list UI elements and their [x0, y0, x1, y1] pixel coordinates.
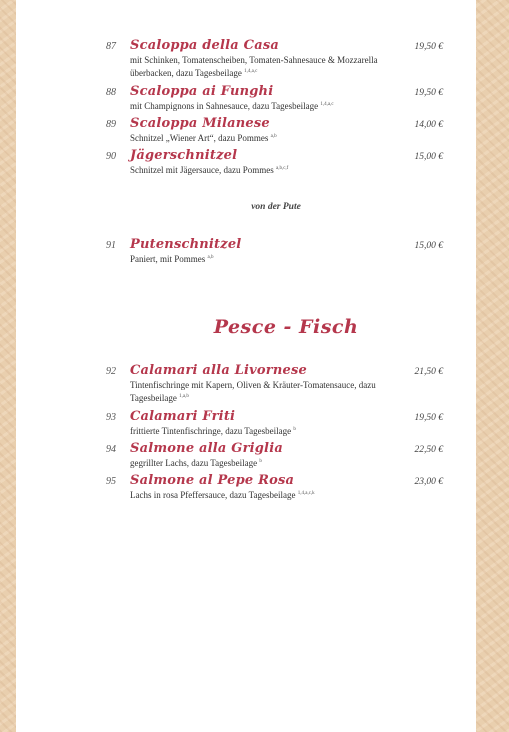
item-price: 19,50 € [414, 42, 443, 52]
item-price: 15,00 € [414, 152, 443, 162]
item-name: Calamari Friti [130, 409, 236, 424]
item-name: Salmone alla Griglia [130, 441, 283, 456]
item-price: 19,50 € [414, 88, 443, 98]
item-description: frittierte Tintenfischringe, dazu Tagesbeilage $^b$ [130, 426, 296, 436]
menu-page [16, 0, 476, 732]
item-number: 92 [106, 366, 116, 377]
item-description: mit Schinken, Tomatenscheiben, Tomaten-Sahnesauce & Mozzarella überbacken, dazu Tagesbeilage $^{1,4,a,c}$ [130, 55, 378, 78]
item-name: Putenschnitzel [130, 237, 242, 252]
item-description: Lachs in rosa Pfeffersauce, dazu Tagesbeilage $^{1,4,a,c,k}$ [130, 490, 315, 500]
item-number: 94 [106, 444, 116, 455]
item-name: Scaloppa Milanese [130, 116, 270, 131]
item-description: Tintenfischringe mit Kapern, Oliven & Kräuter-Tomatensauce, dazu Tagesbeilage $^{1,a,b}$ [130, 380, 376, 403]
item-price: 14,00 € [414, 120, 443, 130]
item-name: Calamari alla Livornese [130, 363, 307, 378]
item-price: 15,00 € [414, 241, 443, 251]
allergen-codes: a,b,c,f [275, 166, 289, 171]
allergen-codes: 1,4,a,c [244, 69, 258, 74]
item-number: 88 [106, 87, 116, 98]
section-subheading-pute: von der Pute [251, 202, 301, 212]
allergen-codes: 1,a,b [179, 394, 189, 399]
item-name: Salmone al Pepe Rosa [130, 473, 295, 488]
section-title-fisch: Pesce - Fisch [213, 316, 359, 338]
item-name: Scaloppa ai Funghi [130, 84, 274, 99]
item-number: 87 [106, 41, 116, 52]
allergen-codes: b [293, 427, 296, 432]
allergen-codes: 1,4,a,c,k [297, 491, 315, 496]
item-number: 95 [106, 476, 116, 487]
allergen-codes: 1,4,a,c [320, 102, 334, 107]
allergen-codes: a,b [270, 134, 277, 139]
allergen-codes: b [259, 459, 262, 464]
item-price: 21,50 € [414, 367, 443, 377]
item-price: 19,50 € [414, 413, 443, 423]
allergen-codes: a,b [207, 255, 214, 260]
item-name: Jägerschnitzel [130, 148, 238, 163]
item-price: 22,50 € [414, 445, 443, 455]
item-number: 89 [106, 119, 116, 130]
item-description: gegrillter Lachs, dazu Tagesbeilage $^b$ [130, 458, 262, 468]
item-description: mit Champignons in Sahnesauce, dazu Tagesbeilage $^{1,4,a,c}$ [130, 101, 334, 111]
item-number: 90 [106, 151, 116, 162]
item-price: 23,00 € [414, 477, 443, 487]
item-name: Scaloppa della Casa [130, 38, 279, 53]
item-description: Schnitzel mit Jägersauce, dazu Pommes $^{a,b,c,f}$ [130, 165, 289, 175]
item-number: 93 [106, 412, 116, 423]
item-number: 91 [106, 240, 116, 251]
item-description: Schnitzel „Wiener Art“, dazu Pommes $^{a,b}$ [130, 133, 277, 143]
item-description: Paniert, mit Pommes $^{a,b}$ [130, 254, 214, 264]
